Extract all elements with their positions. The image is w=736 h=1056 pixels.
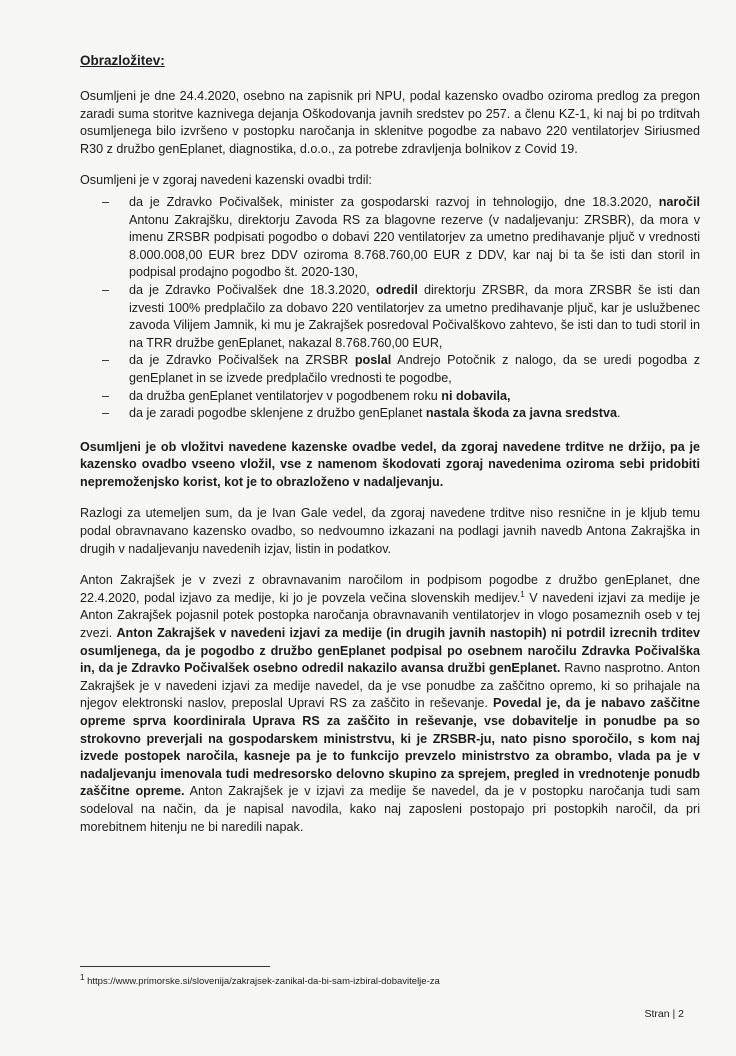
text: da je Zdravko Počivalšek dne 18.3.2020, [129, 282, 376, 297]
heading: Obrazložitev: [80, 53, 165, 68]
footnote-link[interactable]: https://www.primorske.si/slovenija/zakrajsek-zanikal-da-bi-sam-izbiral-dobavitelje-za [84, 976, 440, 987]
text: Anton Zakrajšek je v izjavi za medije še navedel, da je v postopku naročanja tudi sam sodeloval na način, da je napisal navodila, kako naj zaposleni postopajo pri postopkih naročil, da pri morebitnem hitenju ne bi naredili napak. [80, 784, 700, 834]
paragraph-1: Osumljeni je dne 24.4.2020, osebno na zapisnik pri NPU, podal kazensko ovadbo oziroma predlog za pregon zaradi suma storitve kaznivega dejanja Oškodovanja javnih sredstev po 257. a členu KZ-1, ki naj bi po trditvah osumljenega bilo izvršeno v postopku naročanja in sklenitve pogodbe za nabavo 220 ventilatorjev Siriusmed R30 z družbo genEplanet, diagnostika, d.o.o., za potrebe zdravljenja bolnikov z Covid 19. [80, 89, 700, 156]
document-body [80, 88, 700, 850]
text: Andrejo Potočnik z nalogo, da se uredi pogodba z genEplanet in se izvede predplačilo vrednosti te pogodbe, [129, 353, 700, 385]
bold-text: poslal [354, 353, 392, 368]
text: V navedeni izjavi za medije je Anton Zakrajšek pojasnil potek postopka naročanja obravnavanih ventilatorjev in vlogo posameznih oseb v tej zvezi. [80, 590, 700, 641]
list-item [80, 405, 700, 423]
list-item [80, 194, 700, 282]
bold-text: Anton Zakrajšek v navedeni izjavi za medije (in drugih javnih nastopih) ni potrdil izrecnih trditev osumljenega, da je pogodbo z družbo genEplanet podpisal po osebnem naročilu Zdravka Počivalška in, da je Zdravko Počivalšek osebno odredil nakazilo avansa družbi genEplanet. [80, 626, 700, 676]
footnote [80, 972, 440, 987]
paragraph-3: Osumljeni je ob vložitvi navedene kazenske ovadbe vedel, da zgoraj navedene trditve ne držijo, pa je kazensko ovadbo vseeno vložil, vse z namenom škodovati zgoraj navedenima oziroma sebi pridobiti nepremoženjsko korist, kot je to obrazloženo v nadaljevanju. [80, 439, 700, 489]
paragraph-2: Osumljeni je v zgoraj navedeni kazenski ovadbi trdil: [80, 173, 372, 188]
text: da je Zdravko Počivalšek, minister za gospodarski razvoj in tehnologijo, dne 18.3.2020, [129, 194, 659, 209]
text: Ravno nasprotno. Anton Zakrajšek je v navedeni izjavi za medije navedel, da je vse ponudbe za zaščitno opremo, ki so prihajale na njegov elektronski naslov, preposlal Upravi RS za zaščito in reševanje. [80, 661, 700, 711]
paragraph-5 [80, 572, 700, 836]
list-item [80, 388, 700, 406]
bold-text: Povedal je, da je nabavo zaščitne opreme sprva koordinirala Uprava RS za zaščito in reševanje, vse dobavitelje in ponudbe pa so strokovno preverjali na gospodarskem ministrstvu, ki je ZRSBR-ju, nato pisno sporočilo, s kom naj izvede postopek naročila, kasneje pa je to funkcijo prevzelo ministrstvo za obrambo, vlada pa je v nadaljevanju imenovala tudi medresorsko delovno skupino za sprejem, pregled in vrednotenje ponudb zaščitne opreme. [80, 696, 700, 799]
text: . [616, 406, 621, 421]
text: direktorju ZRSBR, da mora ZRSBR še isti dan izvesti 100% predplačilo za dobavo 220 ventilatorjev za umetno predihavanje pljuč, kar je uslužbenec zavoda Vilijem Jamnik, ki mu je Zakrajšek posredoval Počivalškovo zahtevo, še isti dan to tudi storil in na TRR družbe genEplanet, nakazal 8.768.760,00 EUR, [129, 282, 700, 350]
bold-text: odredil [375, 282, 418, 297]
text: da je zaradi pogodbe sklenjene z družbo genEplanet [129, 406, 426, 421]
text: Antonu Zakrajšku, direktorju Zavoda RS za blagovne rezerve (v nadaljevanju: ZRSBR), da mora v imenu ZRSBR podpisati pogodbo o dobavi 220 ventilatorjev za umetno predihavanje pljuč v vrednosti 8.000.008,00 EUR brez DDV oziroma 8.768.760,00 EUR z DDV, kar naj bi ta še isti dan storil in podpisal prodajno pogodbo št. 2020-130, [129, 212, 700, 280]
claims-list [80, 194, 700, 423]
text: da je Zdravko Počivalšek na ZRSBR [129, 353, 355, 368]
bold-text: nastala škoda za javna sredstva [425, 406, 617, 421]
text: da družba genEplanet ventilatorjev v pogodbenem roku [129, 388, 442, 403]
page-number: Stran | 2 [644, 1008, 684, 1020]
text: Anton Zakrajšek je v zvezi z obravnavanim naročilom in podpisom pogodbe z družbo genEplanet, dne 22.4.2020, podal izjavo za medije, ki jo je povzela večina slovenskih medijev. [80, 573, 700, 605]
bold-text: naročil [658, 194, 700, 209]
list-item [80, 282, 700, 352]
list-item [80, 352, 700, 387]
footnote-reference[interactable]: 1 [520, 589, 525, 599]
footnote-number: 1 [80, 972, 85, 982]
bold-text: ni dobavila, [441, 388, 511, 403]
paragraph-4: Razlogi za utemeljen sum, da je Ivan Gale vedel, da zgoraj navedene trditve niso resnične in je kljub temu podal obravnavano kazensko ovadbo, so nedvoumno izkazani na podlagi javnih navedb Antona Zakrajška in drugih v nadaljevanju navedenih izjav, listin in podatkov. [80, 506, 700, 556]
footnote-divider [80, 966, 270, 967]
